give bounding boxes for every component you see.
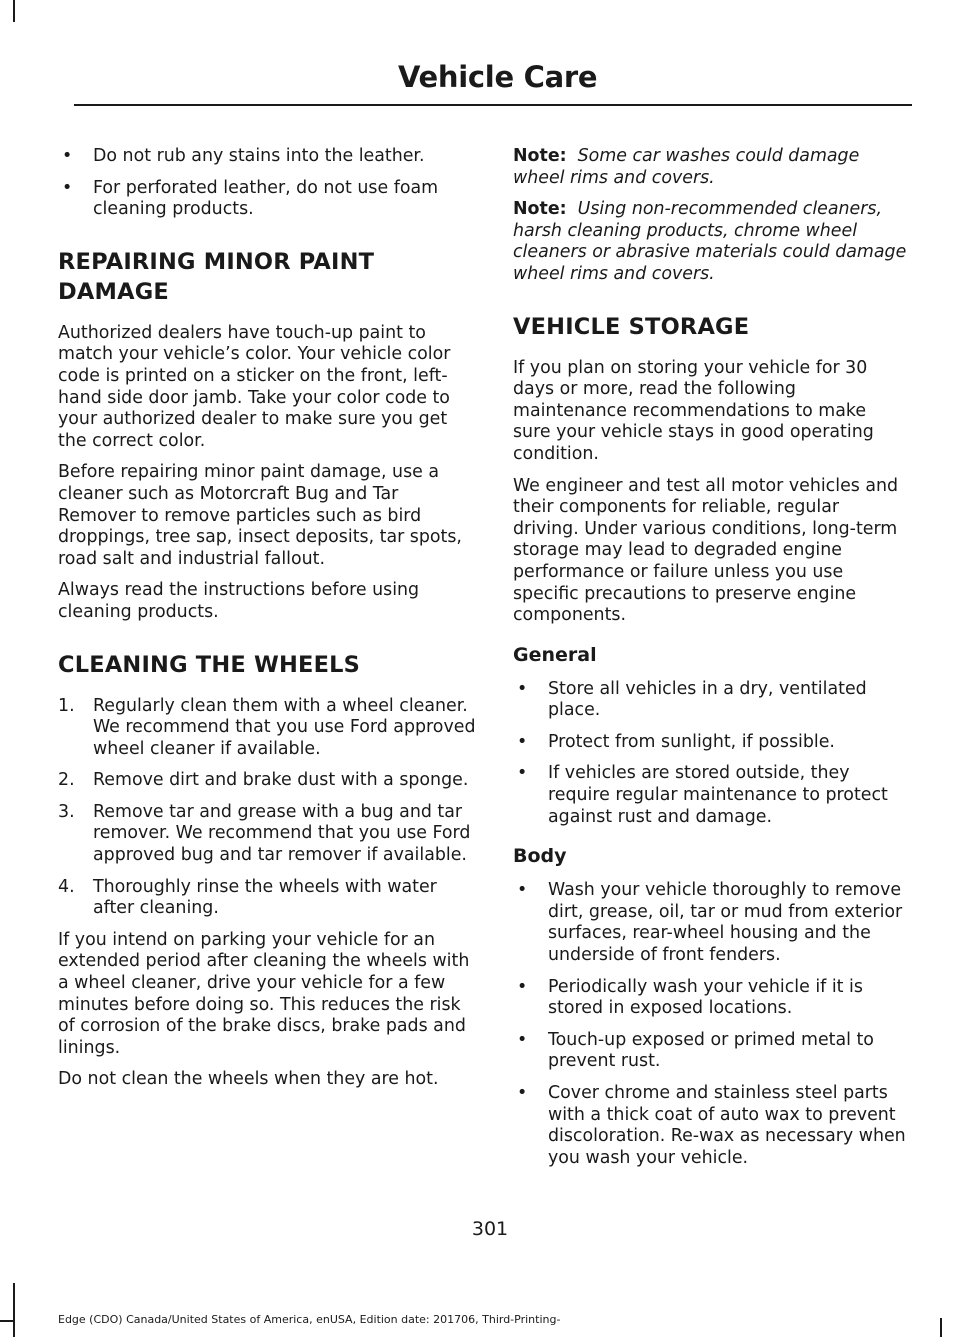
- bullet-marker: •: [517, 880, 528, 901]
- step-text: Remove tar and grease with a bug and tar remover. We recommend that you use Ford approved bug and tar remover if available.: [93, 801, 471, 866]
- crop-mark-bottom-right: [940, 1318, 942, 1337]
- list-item: [58, 877, 476, 920]
- bullet-text: Protect from sunlight, if possible.: [548, 731, 835, 752]
- step-number: 4.: [58, 876, 75, 897]
- list-item: [58, 178, 476, 221]
- bullet-marker: •: [517, 1029, 528, 1050]
- bullet-marker: •: [517, 976, 528, 997]
- bullet-text: For perforated leather, do not use foam cleaning products.: [93, 177, 439, 220]
- paragraph: If you plan on storing your vehicle for 30 days or more, read the following maintenance recommendations to make sure your vehicle stays in good operating condition.: [513, 357, 874, 464]
- paragraph: Before repairing minor paint damage, use a cleaner such as Motorcraft Bug and Tar Remover to remove particles such as bird droppings, tree sap, insect deposits, tar spots, road salt and industrial fallout.: [58, 462, 462, 569]
- bullet-text: If vehicles are stored outside, they require regular maintenance to protect against rust and damage.: [548, 763, 888, 827]
- note-label: Note:: [513, 199, 567, 220]
- paragraph: We engineer and test all motor vehicles and their components for reliable, regular driving. Under various conditions, long-term storage may lead to degraded engine performance or failure unless you use specific precautions to preserve engine components.: [513, 475, 899, 626]
- paragraph: Authorized dealers have touch-up paint to match your vehicle’s color. Your vehicle color code is printed on a sticker on the front, left-hand side door jamb. Take your color code to your authorized dealer to make sure you get the correct color.: [58, 322, 451, 451]
- list-item: [513, 1083, 908, 1169]
- section-title: Vehicle Care: [398, 60, 598, 94]
- step-number: 1.: [58, 695, 75, 716]
- list-item: [513, 732, 908, 754]
- step-number: 3.: [58, 801, 75, 822]
- paragraph: If you intend on parking your vehicle for an extended period after cleaning the wheels with a wheel cleaner, drive your vehicle for a few minutes before doing so. This reduces the risk of corrosion of the brake discs, brake pads and linings.: [58, 929, 470, 1058]
- bullet-text: Cover chrome and stainless steel parts with a thick coat of auto wax to prevent discoloration. Re-wax as necessary when you wash your vehicle.: [548, 1083, 906, 1168]
- list-item: [58, 802, 476, 867]
- list-item: [513, 977, 908, 1020]
- bullet-marker: •: [517, 763, 528, 784]
- paragraph: Always read the instructions before using cleaning products.: [58, 580, 420, 622]
- crop-mark-bottom-left-h: [0, 1320, 14, 1322]
- note-text: Some car washes could damage wheel rims and covers.: [513, 146, 860, 188]
- right-column: [513, 146, 908, 1179]
- heading-line: REPAIRING MINOR PAINT: [58, 248, 375, 275]
- list-item: [58, 696, 476, 761]
- header-divider: [74, 104, 912, 106]
- note-label: Note:: [513, 146, 567, 166]
- left-column: [58, 146, 476, 1101]
- heading-cleaning-wheels: CLEANING THE WHEELS: [58, 651, 361, 678]
- note: [513, 146, 908, 189]
- list-item: [513, 763, 908, 828]
- bullet-text: Wash your vehicle thoroughly to remove dirt, grease, oil, tar or mud from exterior surfaces, rear-wheel housing and the underside of front fenders.: [548, 880, 903, 966]
- list-item: [513, 679, 908, 722]
- heading-body: Body: [513, 845, 567, 868]
- wheels-steps-list: [58, 696, 476, 920]
- note: [513, 199, 908, 285]
- body-bullet-list: [513, 880, 908, 1169]
- step-number: 2.: [58, 770, 75, 791]
- crop-mark-top-left: [13, 0, 15, 22]
- page-number: 301: [471, 1218, 509, 1240]
- step-text: Remove dirt and brake dust with a sponge.: [93, 770, 469, 791]
- list-item: [58, 146, 476, 168]
- step-text: Thoroughly rinse the wheels with water after cleaning.: [93, 876, 437, 919]
- bullet-text: Store all vehicles in a dry, ventilated place.: [548, 678, 867, 721]
- list-item: [58, 770, 476, 792]
- bullet-marker: •: [517, 678, 528, 699]
- leather-bullet-list: [58, 146, 476, 221]
- note-text: Using non-recommended cleaners, harsh cleaning products, chrome wheel cleaners or abrasive materials could damage wheel rims and covers.: [513, 199, 907, 284]
- footer-edition-info: Edge (CDO) Canada/United States of America, enUSA, Edition date: 201706, Third-Printing-: [58, 1313, 561, 1326]
- bullet-text: Periodically wash your vehicle if it is stored in exposed locations.: [548, 976, 863, 1019]
- heading-line: DAMAGE: [58, 278, 169, 305]
- list-item: [513, 1030, 908, 1073]
- crop-mark-bottom-left: [13, 1283, 15, 1337]
- heading-general: General: [513, 643, 597, 666]
- bullet-text: Touch-up exposed or primed metal to prevent rust.: [548, 1029, 874, 1072]
- heading-repairing-paint: [58, 247, 476, 307]
- bullet-marker: •: [62, 177, 73, 198]
- general-bullet-list: [513, 679, 908, 829]
- step-text: Regularly clean them with a wheel cleaner. We recommend that you use Ford approved wheel cleaner if available.: [93, 695, 476, 759]
- bullet-marker: •: [62, 146, 73, 166]
- heading-vehicle-storage: VEHICLE STORAGE: [513, 313, 750, 340]
- bullet-text: Do not rub any stains into the leather.: [93, 146, 425, 166]
- bullet-marker: •: [517, 731, 528, 752]
- paragraph: Do not clean the wheels when they are hot.: [58, 1069, 439, 1090]
- bullet-marker: •: [517, 1083, 528, 1103]
- list-item: [513, 880, 908, 966]
